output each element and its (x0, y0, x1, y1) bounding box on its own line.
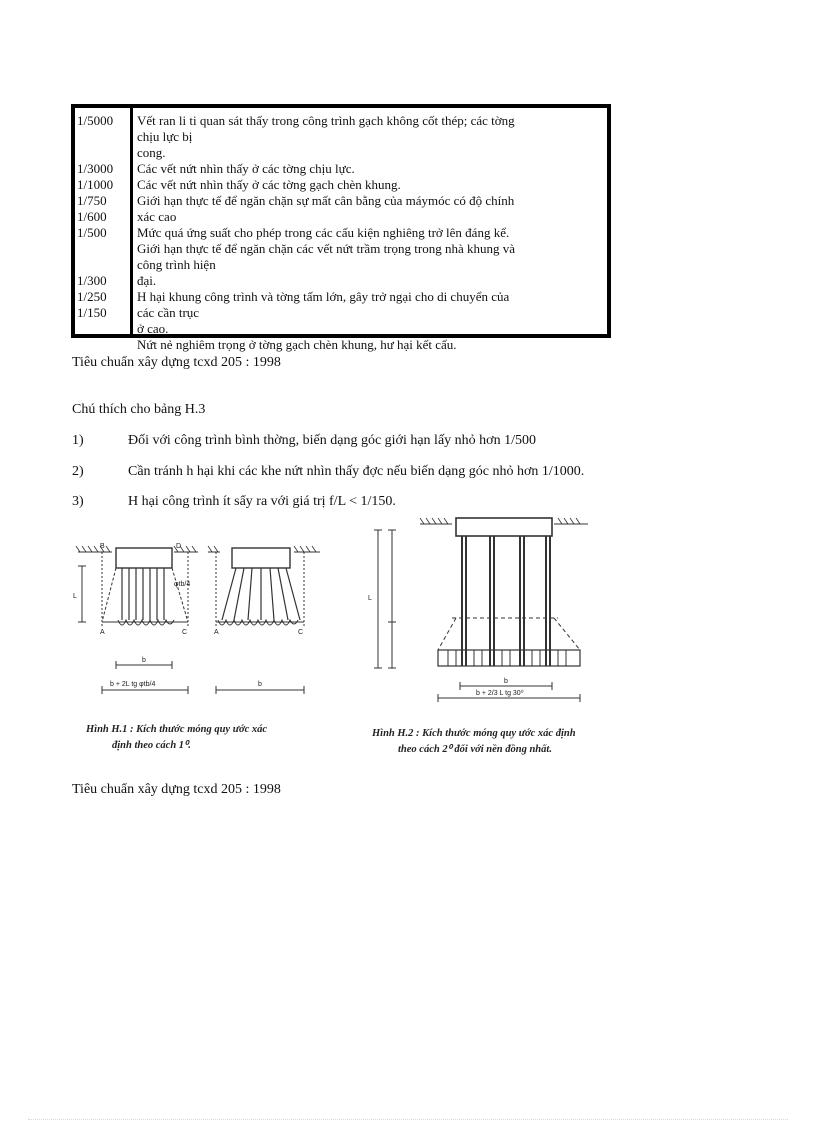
label-width-b: b (504, 678, 508, 685)
table-ratio: 1/3000 (77, 161, 114, 176)
figure-caption-h2-cont: theo cách 2⁰ đối với nền đồng nhất. (398, 744, 552, 755)
table-description: Giới hạn thực tế để ngăn chặn các vết nứt trầm trọng trong nhà khung và (137, 241, 515, 256)
table-ratio: 1/5000 (77, 113, 114, 128)
note-text: Đối với công trình bình thờng, biến dạng góc giới hạn lấy nhỏ hơn 1/500 (128, 433, 536, 448)
ratio-column (77, 113, 129, 353)
table-column-divider (130, 108, 133, 334)
note-item (72, 494, 396, 510)
label-length: L (73, 593, 77, 600)
figure-caption-h1: Hình H.1 : Kích thước móng quy ước xác (86, 724, 268, 735)
label-width-formula: b + 2L tg φtb/4 (110, 681, 156, 688)
table-ratio (77, 337, 129, 353)
table-ratio: 1/300 (77, 273, 107, 288)
table-description: Nứt nẻ nghiêm trọng ở tờng gạch chèn khung, hư hại kết cấu. (137, 337, 457, 352)
note-number: 2) (72, 464, 84, 479)
table-description: công trình hiện (137, 257, 216, 272)
table-description: đại. (137, 273, 157, 288)
pile-cap (116, 548, 172, 568)
label-phi: φtb/4 (174, 581, 191, 588)
note-text: Cần tránh h hại khi các khe nứt nhìn thấy đợc nếu biến dạng góc nhỏ hơn 1/1000. (128, 464, 585, 479)
table-description: các cần trục (137, 305, 200, 320)
table-ratio: 1/250 (77, 289, 107, 304)
foundation-figure (72, 510, 620, 772)
angular-distortion-table (71, 104, 611, 352)
note-item (72, 464, 584, 480)
table-description: ở cao. (137, 321, 169, 336)
label-width-b: b (258, 681, 262, 688)
table-ratio: 1/150 (77, 305, 107, 320)
label-b-point: B (100, 543, 105, 550)
table-description: H hại khung công trình và tờng tấm lớn, gây trở ngại cho di chuyển của (137, 289, 510, 304)
table-description: Mức quá ứng suất cho phép trong các cấu kiện nghiêng trở lên đáng kể. (137, 225, 510, 240)
table-description: Các vết nứt nhìn thấy ở các tờng chịu lực. (137, 161, 355, 176)
notes-title: Chú thích cho bảng H.3 (72, 402, 206, 417)
table-ratio (77, 321, 129, 337)
table-description: chịu lực bị (137, 129, 193, 144)
label-width-formula: b + 2/3 L tg 30⁰ (476, 690, 524, 697)
description-column (137, 113, 611, 353)
label-length: L (368, 595, 372, 602)
table-ratio (77, 145, 129, 161)
table-ratio: 1/750 (77, 193, 107, 208)
source-footer: Tiêu chuẩn xây dựng tcxd 205 : 1998 (72, 782, 281, 797)
table-ratio (77, 257, 129, 273)
pile-cap (456, 518, 552, 536)
label-c-point: C (298, 629, 304, 636)
table-description: Giới hạn thực tế để ngăn chặn sự mất cân bằng của máymóc có độ chính (137, 193, 515, 208)
label-a-point: A (100, 629, 105, 636)
table-description: xác cao (137, 209, 177, 224)
table-ratio (77, 129, 129, 145)
note-text: H hại công trình ít sẩy ra với giá trị f/L < 1/150. (128, 494, 396, 509)
table-ratio: 1/600 (77, 209, 107, 224)
note-number: 1) (72, 433, 84, 448)
pile-cap (232, 548, 290, 568)
table-description: Các vết nứt nhìn thấy ở các tờng gạch chèn khung. (137, 177, 401, 192)
source-footer: Tiêu chuẩn xây dựng tcxd 205 : 1998 (72, 355, 281, 370)
note-item (72, 433, 536, 449)
table-ratio: 1/500 (77, 225, 107, 240)
table-ratio: 1/1000 (77, 177, 114, 192)
figure-caption-h2: Hình H.2 : Kích thước móng quy ước xác định (372, 728, 576, 739)
label-d-point: D (176, 543, 182, 550)
figure-caption-h1-cont: định theo cách 1⁰. (112, 740, 191, 751)
table-ratio (77, 241, 129, 257)
label-width-b: b (142, 657, 146, 664)
table-description: cong. (137, 145, 166, 160)
foundation-diagram (72, 510, 620, 772)
table-description: Vết ran li ti quan sát thấy trong công trình gạch không cốt thép; các tờng (137, 113, 515, 128)
label-c-point: C (182, 629, 188, 636)
page-bottom-rule (28, 1119, 788, 1120)
label-a-point: A (214, 629, 219, 636)
note-number: 3) (72, 494, 84, 509)
